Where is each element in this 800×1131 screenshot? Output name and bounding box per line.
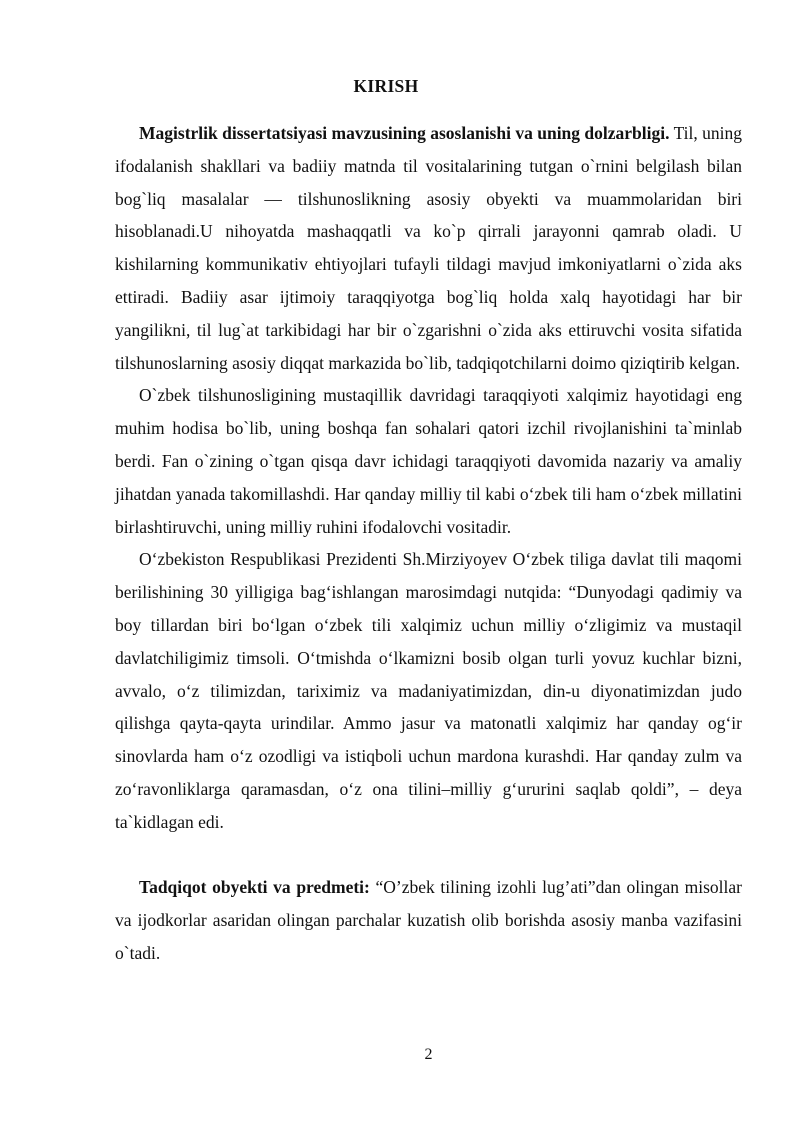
body-text — [115, 117, 742, 970]
paragraph-relevance — [115, 117, 742, 379]
paragraph-text: “O’zbek tilining izohli lug’ati”dan olingan misollar va ijodkorlar asaridan olingan parchalar kuzatish olib borishda asosiy manba vazifasini o`tadi. — [115, 877, 742, 963]
paragraph-research-object — [115, 871, 742, 969]
paragraph-text: Til, uning ifodalanish shakllari va badiiy matnda til vositalarining tutgan o`rnini belgilash bilan bog`liq masalalar — tilshunoslikning asosiy obyekti va muammolaridan biri hisoblanadi.U nihoyatda mashaqqatli va ko`p qirrali jarayonni qamrab oladi. U kishilarning kommunikativ ehtiyojlari tufayli tildagi mavjud imkoniyatlarni o`zida aks ettiradi. Badiiy asar ijtimoiy taraqqiyotga bog`liq holda xalq hayotidagi har bir yangilikni, til lug`at tarkibidagi har bir o`zgarishni o`zida aks ettiruvchi vosita sifatida tilshunoslarning asosiy diqqat markazida bo`lib, tadqiqotchilarni doimo qiziqtirib kelgan. — [115, 123, 742, 373]
paragraph-lead: Tadqiqot obyekti va predmeti: — [139, 877, 370, 898]
section-heading: KIRISH — [353, 76, 419, 96]
blank-line — [115, 839, 742, 872]
paragraph-text: O`zbek tilshunosligining mustaqillik davridagi taraqqiyoti xalqimiz hayotidagi eng muhim hodisa bo`lib, uning boshqa fan sohalari qatori izchil rivojlanishini ta`minlab berdi. Fan o`zining o`tgan qisqa davr ichidagi taraqqiyoti davomida nazariy va amaliy jihatdan yanada takomillashdi. Har qanday milliy til kabi o‘zbek tili ham o‘zbek millatini birlashtiruvchi, uning milliy ruhini ifodalovchi vositadir. — [115, 385, 742, 537]
paragraph-lead: Magistrlik dissertatsiyasi mavzusining asoslanishi va uning dolzarbligi. — [139, 123, 670, 143]
paragraph-linguistics — [115, 379, 742, 543]
page-number: 2 — [424, 1046, 433, 1063]
paragraph-text: O‘zbekiston Respublikasi Prezidenti Sh.Mirziyoyev O‘zbek tiliga davlat tili maqomi berilishining 30 yilligiga bag‘ishlangan marosimdagi nutqida: “Dunyodagi qadimiy va boy tillardan biri bo‘lgan o‘zbek tili xalqimiz uchun milliy o‘zligimiz va mustaqil davlatchiligimiz timsoli. O‘tmishda o‘lkamizni bosib olgan turli yovuz kuchlar bizni, avvalo, o‘z tilimizdan, tariximiz va madaniyatimizdan, din-u diyonatimizdan judo qilishga qayta-qayta urindilar. Ammo jasur va matonatli xalqimiz har qanday og‘ir sinovlarda ham o‘z ozodligi va istiqboli uchun mardona kurashdi. Har qanday zulm va zo‘ravonliklarga qaramasdan, o‘z ona tilini–milliy g‘ururini saqlab qoldi”, – deya ta`kidlagan edi. — [115, 549, 742, 832]
paragraph-president-quote — [115, 543, 742, 838]
